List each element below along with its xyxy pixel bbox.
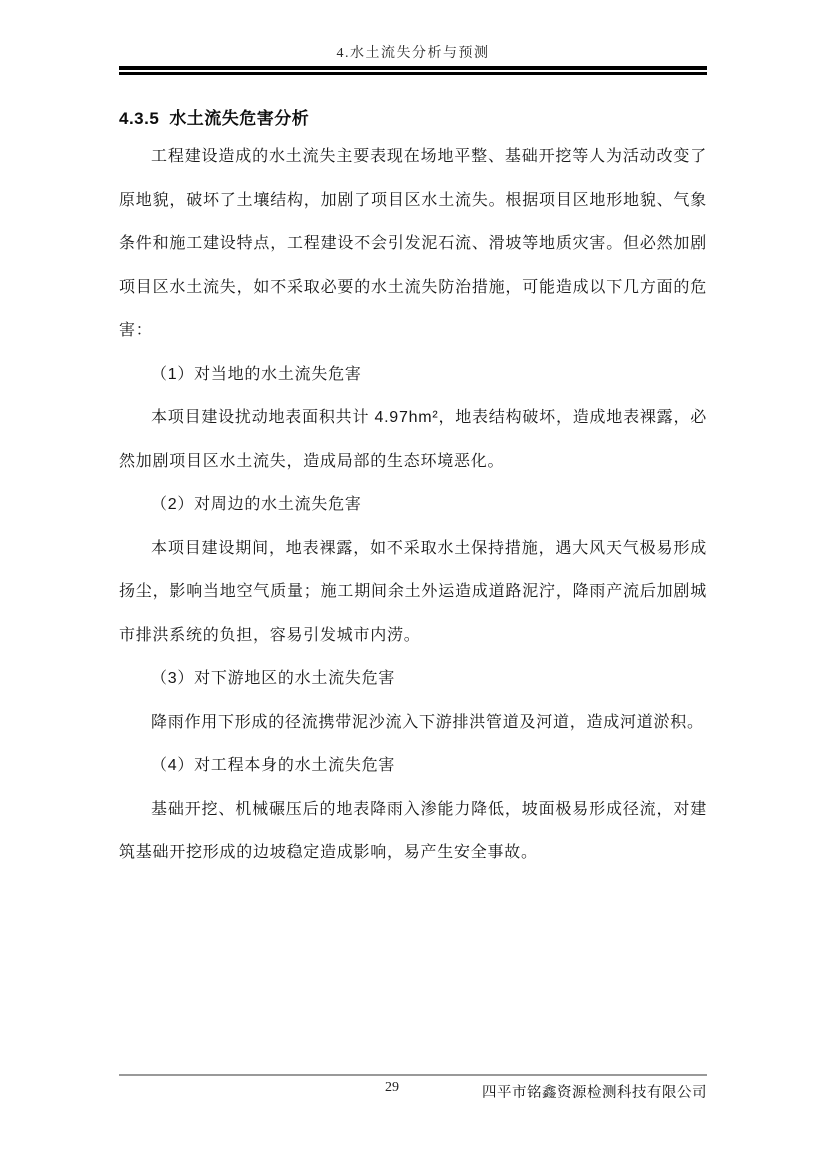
paragraph: 降雨作用下形成的径流携带泥沙流入下游排洪管道及河道，造成河道淤积。	[151, 713, 704, 731]
header-rule	[119, 66, 707, 75]
section-number: 4.3.5	[119, 109, 160, 128]
paragraph: 工程建设造成的水土流失主要表现在场地平整、基础开挖等人为活动改变了原地貌，破坏了土壤结构，加剧了项目区水土流失。根据项目区地形地貌、气象条件和施工建设特点，工程建设不会引发泥石流、滑坡等地质灾害。但必然加剧项目区水土流失，如不采取必要的水土流失防治措施，可能造成以下几方面的危害：	[119, 148, 707, 339]
header-rule-thin-line	[119, 72, 707, 75]
running-header-title: 4.水土流失分析与预测	[336, 46, 490, 61]
footer	[119, 1080, 707, 1102]
paragraph: 本项目建设扰动地表面积共计 4.97hm²，地表结构破坏，造成地表裸露，必然加剧项目区水土流失，造成局部的生态环境恶化。	[119, 409, 707, 470]
paragraph: （2）对周边的水土流失危害	[151, 496, 362, 513]
document-body	[119, 107, 707, 875]
paragraph: （4）对工程本身的水土流失危害	[151, 757, 396, 774]
company-name: 四平市铭鑫资源检测科技有限公司	[482, 1085, 707, 1101]
paragraph: 本项目建设期间，地表裸露，如不采取水土保持措施，遇大风天气极易形成扬尘，影响当地空气质量；施工期间余土外运造成道路泥泞，降雨产流后加剧城市排洪系统的负担，容易引发城市内涝。	[119, 539, 707, 644]
section-title: 水土流失危害分析	[169, 109, 310, 128]
paragraph: （1）对当地的水土流失危害	[151, 365, 362, 383]
paragraph: 基础开挖、机械碾压后的地表降雨入渗能力降低，坡面极易形成径流，对建筑基础开挖形成的边坡稳定造成影响，易产生安全事故。	[119, 800, 707, 861]
footer-rule	[119, 1074, 707, 1076]
page-number: 29	[385, 1080, 399, 1095]
paragraph: （3）对下游地区的水土流失危害	[151, 670, 396, 687]
section-heading	[119, 107, 707, 131]
